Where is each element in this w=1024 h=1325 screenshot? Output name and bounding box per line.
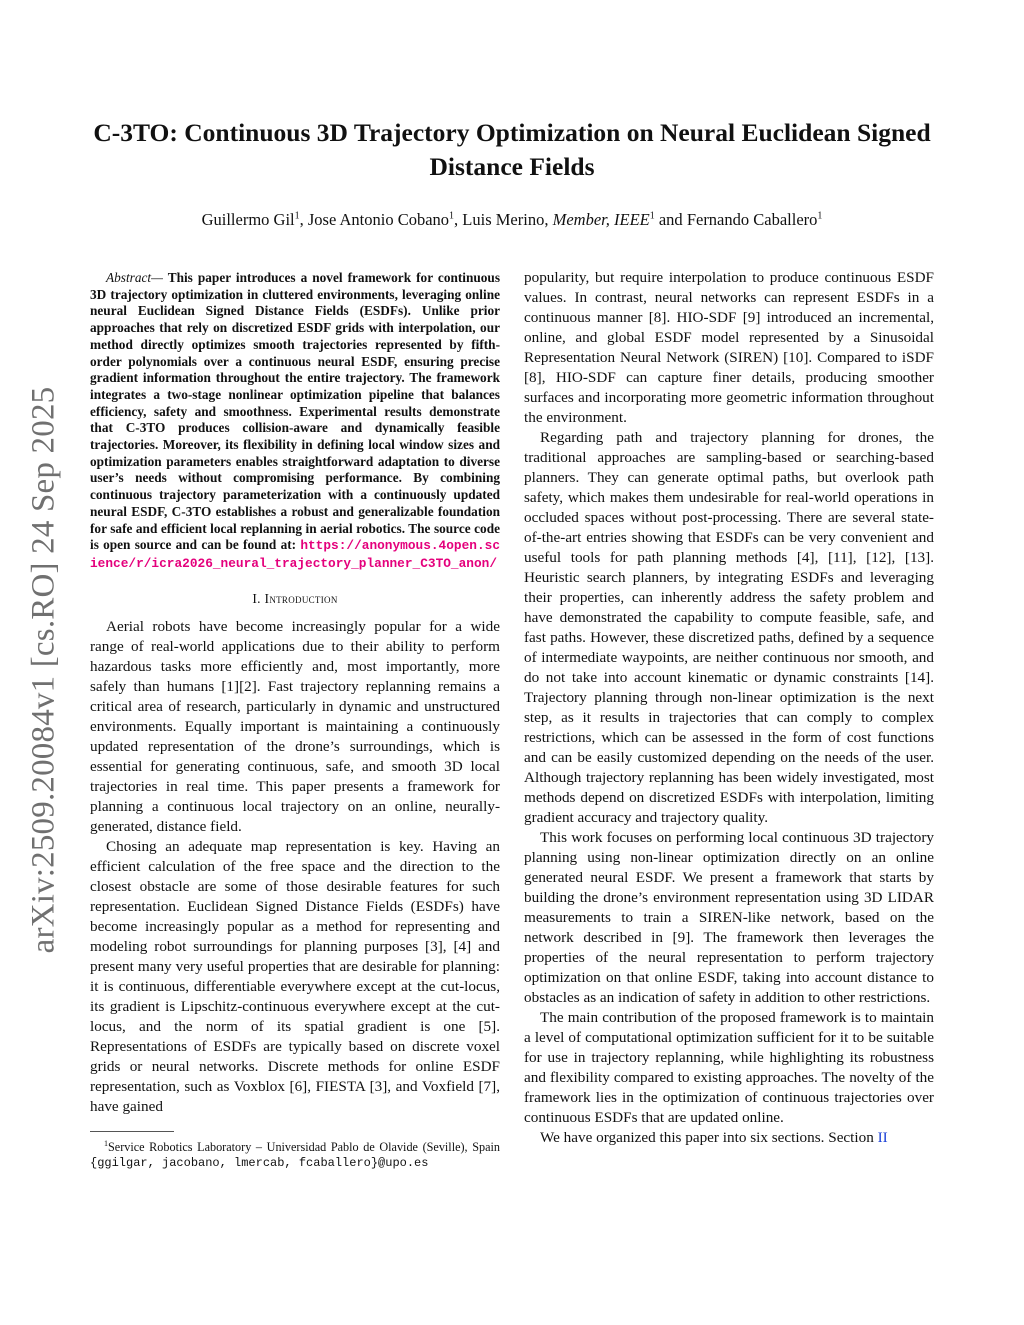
- section-reference-link[interactable]: II: [877, 1129, 888, 1146]
- left-column: [90, 270, 500, 1171]
- body-paragraph: This work focuses on performing local continuous 3D trajectory planning using non-linear optimization directly on an online generated neural ESDF. We present a framework that starts by building the drone’s environment representation using 3D LIDAR measurements to train a SIREN-like network, based on the network described in [9]. The framework then leverages the properties of the neural representation to perform trajectory optimization on that online ESDF, taking into account distance to obstacles as an indication of safety in addition to other restrictions.: [524, 829, 934, 1006]
- source-code-link[interactable]: https://anonymous.4open.science/r/icra2026_neural_trajectory_planner_C3TO_anon/: [90, 538, 500, 571]
- section-heading-introduction: [90, 591, 500, 607]
- body-paragraph-last: [524, 1128, 934, 1148]
- footnote-emails: {ggilgar, jacobano, lmercab, fcaballero}@upo.es: [90, 1155, 429, 1170]
- body-paragraph: Aerial robots have become increasingly popular for a wide range of real-world applications due to their ability to perform hazardous tasks more efficiently and, most importantly, more safely than humans [1][2]. Fast trajectory replanning remains a critical area of research, particularly in dynamic and unstructured environments. Equally important is maintaining a continuously updated representation of the drone’s surroundings, which is essential for generating continuous, safe, and smooth 3D local trajectories in real time. This paper presents a framework for planning a continuous local trajectory on an online, neurally-generated, distance field.: [90, 617, 500, 835]
- footnote-divider: [90, 1131, 174, 1132]
- section-title: Introduction: [264, 590, 338, 606]
- body-paragraph: The main contribution of the proposed framework is to maintain a level of computational optimization sufficient for it to be suitable for use in trajectory replanning, while highlighting its robustness and flexibility compared to existing approaches. The novelty of the framework lies in the optimization of continuous trajectories over continuous ESDFs that are updated online.: [524, 1009, 934, 1126]
- author-name: Fernando Caballero: [686, 210, 818, 229]
- abstract-label: Abstract: [106, 270, 152, 285]
- paragraph-text: We have organized this paper into six sections. Section: [540, 1129, 874, 1146]
- affiliation-mark: 1: [294, 210, 300, 222]
- arxiv-sidebar-stamp: [8, 370, 80, 970]
- author-name: Luis Merino,: [462, 210, 549, 229]
- footnote-mark: 1: [104, 1138, 108, 1148]
- footnote-text: Service Robotics Laboratory – Universidad Pablo de Olavide (Seville), Spain: [108, 1139, 500, 1154]
- body-paragraph: popularity, but require interpolation to produce continuous ESDF values. In contrast, neural networks can represent ESDFs in a continuous manner [8]. HIO-SDF [9] introduced an incremental, online, and global ESDF model represented by a Sinusoidal Representation Neural Network (SIREN) [10]. Compared to iSDF [8], HIO-SDF can capture finer details, producing smoother surfaces and incorporating more geometric information throughout the environment.: [524, 269, 934, 426]
- author-name: Jose Antonio Cobano: [307, 210, 450, 229]
- author-name: Guillermo Gil: [201, 210, 295, 229]
- body-paragraph: Regarding path and trajectory planning for drones, the traditional approaches are sampling-based or searching-based planners. They can generate optimal paths, but overlook path safety, which makes them undesirable for real-world operations in occluded spaces without post-processing. There are several state-of-the-art entries showing that ESDFs can be very convenient and useful tools for path planning methods [4], [11], [12], [13]. Heuristic search planners, by integrating ESDFs and leveraging their properties, can inherently address the safety problem and have demonstrated the capability to compute feasible, safe, and fast paths. However, these discretized paths, defined by a sequence of intermediate waypoints, are neither continuous nor smooth, and do not take into account kinematic or dynamic constraints [14]. Trajectory planning through non-linear optimization is the next step, as it results in trajectories that can comply to complex restrictions, which can be assessed in the form of cost functions and can be easily customized depending on the needs of the user. Although trajectory replanning has been widely investigated, most methods depend on discretized ESDFs with interpolation, limiting gradient accuracy and trajectory quality.: [524, 429, 934, 826]
- affiliation-mark: 1: [817, 210, 823, 222]
- affiliation-footnote: [90, 1136, 500, 1171]
- author-membership: Member, IEEE: [552, 210, 650, 229]
- abstract-dash: —: [151, 270, 163, 285]
- affiliation-mark: 1: [649, 210, 655, 222]
- arxiv-identifier: arXiv:2509.20084v1 [cs.RO] 24 Sep 2025: [25, 386, 62, 954]
- body-paragraph: Chosing an adequate map representation is key. Having an efficient calculation of the free space and the direction to the closest obstacle are some of those desirable features for such representation. Euclidean Signed Distance Fields (ESDFs) have become increasingly popular as a method for representing and modeling robot surroundings for planning purposes [3], [4] and present many very useful properties that are desirable for planning: it is continuous, differentiable everywhere except at the cut-locus, its gradient is Lipschitz-continuous everywhere except at the cut-locus, and the norm of its spatial gradient is one [5]. Representations of ESDFs are typically based on discrete voxel grids or neural networks. Discrete methods for online ESDF representation, such as Voxblox [6], FIESTA [3], and Voxfield [7], have gained: [90, 837, 500, 1115]
- affiliation-mark: 1: [449, 210, 455, 222]
- author-list: Guillermo Gil$^1$, Jose Antonio Cobano$^1$, Luis Merino, Member, IEEE$^1$ and Fernando Caballero$^1$: [201, 210, 823, 229]
- right-column: [524, 268, 934, 1148]
- abstract-text: This paper introduces a novel framework for continuous 3D trajectory optimization in cluttered environments, leveraging online neural Euclidean Signed Distance Fields (ESDFs). Unlike prior approaches that rely on discretized ESDF grids with interpolation, our method directly optimizes smooth trajectories represented by fifth-order polynomials over a continuous neural ESDF, ensuring precise gradient information throughout the entire trajectory. The framework integrates a two-stage nonlinear optimization pipeline that balances efficiency, safety and smoothness. Experimental results demonstrate that C-3TO produces collision-aware and dynamically feasible trajectories. Moreover, its flexibility in defining local window sizes and optimization parameters enables straightforward adaptation to diverse user’s needs without compromising performance. By combining continuous trajectory parameterization with a continuously updated neural ESDF, C-3TO establishes a robust and generalizable foundation for safe and efficient local replanning in aerial robotics. The source code is open source and can be found at:: [90, 270, 500, 553]
- paper-title: C-3TO: Continuous 3D Trajectory Optimization on Neural Euclidean Signed Distance Fields: [93, 118, 931, 181]
- section-number: I.: [252, 590, 261, 606]
- author-conjunction: and: [658, 210, 683, 229]
- abstract: [90, 270, 500, 573]
